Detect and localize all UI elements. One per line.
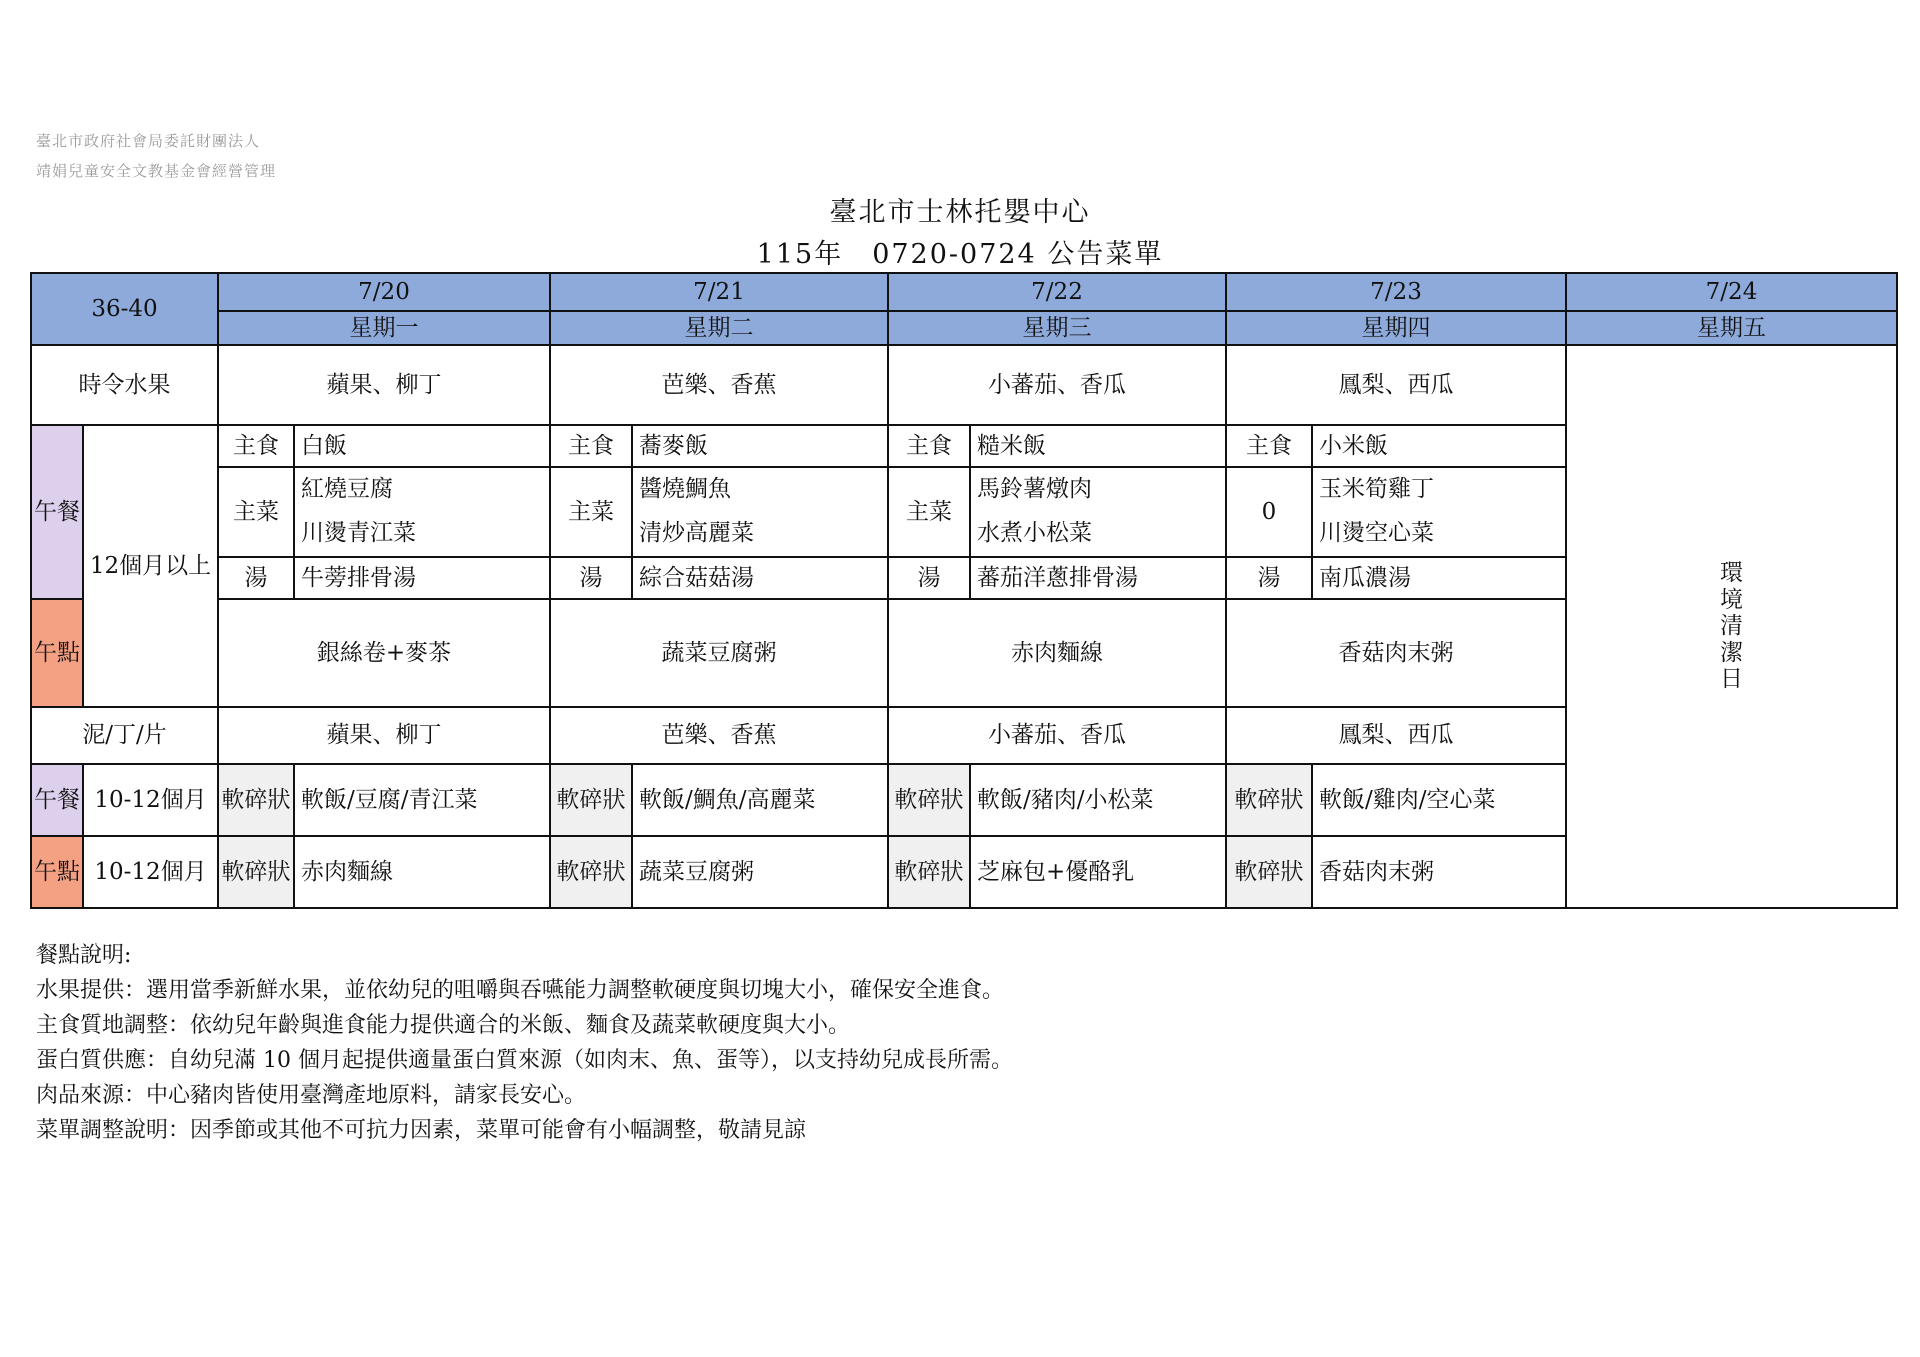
puree-mon: 蘋果、柳丁 bbox=[218, 707, 550, 764]
main-label-wed: 主菜 bbox=[888, 467, 970, 557]
header-date-row bbox=[31, 273, 1897, 311]
date-tue: 7/21 bbox=[550, 273, 888, 311]
meal-notes bbox=[36, 938, 1013, 1148]
infant-lunch-age: 10-12個月 bbox=[83, 764, 218, 836]
soup-thu: 南瓜濃湯 bbox=[1312, 557, 1566, 599]
snack-label: 午點 bbox=[31, 599, 83, 707]
texture-label-tue: 軟碎狀 bbox=[550, 764, 632, 836]
infant-lunch-wed: 軟飯/豬肉/小松菜 bbox=[970, 764, 1226, 836]
friday-text: 環境清潔日 bbox=[1720, 560, 1743, 693]
main-label-thu: 0 bbox=[1226, 467, 1312, 557]
infant-lunch-thu: 軟飯/雞肉/空心菜 bbox=[1312, 764, 1566, 836]
infant-snack-wed: 芝麻包+優酪乳 bbox=[970, 836, 1226, 908]
main-dish-thu-1: 玉米筍雞丁 bbox=[1319, 476, 1434, 503]
texture-label-wed: 軟碎狀 bbox=[888, 764, 970, 836]
texture-label-mon: 軟碎狀 bbox=[218, 764, 294, 836]
date-wed: 7/22 bbox=[888, 273, 1226, 311]
main-dish-wed bbox=[970, 467, 1226, 557]
fruit-wed: 小蕃茄、香瓜 bbox=[888, 345, 1226, 425]
note-meat: 肉品來源：中心豬肉皆使用臺灣產地原料，請家長安心。 bbox=[36, 1083, 587, 1108]
main-dish-mon-1: 紅燒豆腐 bbox=[301, 476, 393, 503]
fruit-mon: 蘋果、柳丁 bbox=[218, 345, 550, 425]
snack-thu: 香菇肉末粥 bbox=[1226, 599, 1566, 707]
infant-snack-tue: 蔬菜豆腐粥 bbox=[632, 836, 888, 908]
date-mon: 7/20 bbox=[218, 273, 550, 311]
soup-label-mon: 湯 bbox=[218, 557, 294, 599]
note-fruit: 水果提供：選用當季新鮮水果，並依幼兒的咀嚼與吞嚥能力調整軟硬度與切塊大小，確保安全進食。 bbox=[36, 978, 1005, 1003]
note-adjust: 菜單調整說明：因季節或其他不可抗力因素，菜單可能會有小幅調整，敬請見諒 bbox=[36, 1118, 807, 1143]
weekday-tue: 星期二 bbox=[550, 311, 888, 345]
main-dish-tue-1: 醬燒鯛魚 bbox=[639, 476, 731, 503]
friday-cell bbox=[1566, 345, 1897, 908]
infant-snack-age: 10-12個月 bbox=[83, 836, 218, 908]
date-thu: 7/23 bbox=[1226, 273, 1566, 311]
soup-tue: 綜合菇菇湯 bbox=[632, 557, 888, 599]
infant-snack-thu: 香菇肉末粥 bbox=[1312, 836, 1566, 908]
snack-texture-label-mon: 軟碎狀 bbox=[218, 836, 294, 908]
main-label-mon: 主菜 bbox=[218, 467, 294, 557]
main-dish-wed-1: 馬鈴薯燉肉 bbox=[977, 476, 1092, 503]
staple-mon: 白飯 bbox=[294, 425, 550, 467]
main-dish-thu bbox=[1312, 467, 1566, 557]
main-dish-mon-2: 川燙青江菜 bbox=[301, 520, 416, 546]
puree-thu: 鳳梨、西瓜 bbox=[1226, 707, 1566, 764]
org-line-2: 靖娟兒童安全文教基金會經營管理 bbox=[36, 162, 277, 180]
lunch-label: 午餐 bbox=[31, 425, 83, 599]
weekday-wed: 星期三 bbox=[888, 311, 1226, 345]
main-dish-tue bbox=[632, 467, 888, 557]
soup-wed: 蕃茄洋蔥排骨湯 bbox=[970, 557, 1226, 599]
weekday-thu: 星期四 bbox=[1226, 311, 1566, 345]
puree-wed: 小蕃茄、香瓜 bbox=[888, 707, 1226, 764]
puree-tue: 芭樂、香蕉 bbox=[550, 707, 888, 764]
snack-wed: 赤肉麵線 bbox=[888, 599, 1226, 707]
main-dish-tue-2: 清炒高麗菜 bbox=[639, 520, 754, 546]
snack-texture-label-tue: 軟碎狀 bbox=[550, 836, 632, 908]
header-weekday-row bbox=[31, 311, 1897, 345]
staple-label-mon: 主食 bbox=[218, 425, 294, 467]
soup-label-thu: 湯 bbox=[1226, 557, 1312, 599]
page-subtitle: 115年 0720-0724 公告菜單 bbox=[756, 239, 1164, 270]
snack-texture-label-wed: 軟碎狀 bbox=[888, 836, 970, 908]
puree-label: 泥/丁/片 bbox=[31, 707, 218, 764]
menu-table bbox=[30, 272, 1898, 909]
infant-snack-label: 午點 bbox=[31, 836, 83, 908]
staple-tue: 蕎麥飯 bbox=[632, 425, 888, 467]
age-12-label: 12個月以上 bbox=[83, 425, 218, 707]
infant-snack-mon: 赤肉麵線 bbox=[294, 836, 550, 908]
infant-lunch-mon: 軟飯/豆腐/青江菜 bbox=[294, 764, 550, 836]
date-fri: 7/24 bbox=[1566, 273, 1897, 311]
fruit-tue: 芭樂、香蕉 bbox=[550, 345, 888, 425]
main-label-tue: 主菜 bbox=[550, 467, 632, 557]
main-dish-wed-2: 水煮小松菜 bbox=[977, 520, 1092, 546]
staple-thu: 小米飯 bbox=[1312, 425, 1566, 467]
snack-mon: 銀絲卷+麥茶 bbox=[218, 599, 550, 707]
note-protein: 蛋白質供應：自幼兒滿 10 個月起提供適量蛋白質來源（如肉末、魚、蛋等），以支持幼兒成長所需。 bbox=[36, 1048, 1013, 1073]
main-dish-mon bbox=[294, 467, 550, 557]
age-range-cell: 36-40 bbox=[31, 273, 218, 345]
fruit-label: 時令水果 bbox=[31, 345, 218, 425]
soup-mon: 牛蒡排骨湯 bbox=[294, 557, 550, 599]
infant-lunch-label: 午餐 bbox=[31, 764, 83, 836]
snack-texture-label-thu: 軟碎狀 bbox=[1226, 836, 1312, 908]
staple-label-wed: 主食 bbox=[888, 425, 970, 467]
weekday-fri: 星期五 bbox=[1566, 311, 1897, 345]
soup-label-tue: 湯 bbox=[550, 557, 632, 599]
staple-wed: 糙米飯 bbox=[970, 425, 1226, 467]
main-dish-thu-2: 川燙空心菜 bbox=[1319, 520, 1434, 546]
note-staple: 主食質地調整：依幼兒年齡與進食能力提供適合的米飯、麵食及蔬菜軟硬度與大小。 bbox=[36, 1013, 851, 1038]
notes-heading: 餐點說明: bbox=[36, 943, 132, 968]
org-line-1: 臺北市政府社會局委託財團法人 bbox=[36, 132, 261, 150]
snack-tue: 蔬菜豆腐粥 bbox=[550, 599, 888, 707]
staple-label-tue: 主食 bbox=[550, 425, 632, 467]
page-title: 臺北市士林托嬰中心 bbox=[829, 197, 1091, 228]
fruit-row bbox=[31, 345, 1897, 425]
infant-lunch-tue: 軟飯/鯛魚/高麗菜 bbox=[632, 764, 888, 836]
texture-label-thu: 軟碎狀 bbox=[1226, 764, 1312, 836]
weekday-mon: 星期一 bbox=[218, 311, 550, 345]
staple-label-thu: 主食 bbox=[1226, 425, 1312, 467]
soup-label-wed: 湯 bbox=[888, 557, 970, 599]
fruit-thu: 鳳梨、西瓜 bbox=[1226, 345, 1566, 425]
